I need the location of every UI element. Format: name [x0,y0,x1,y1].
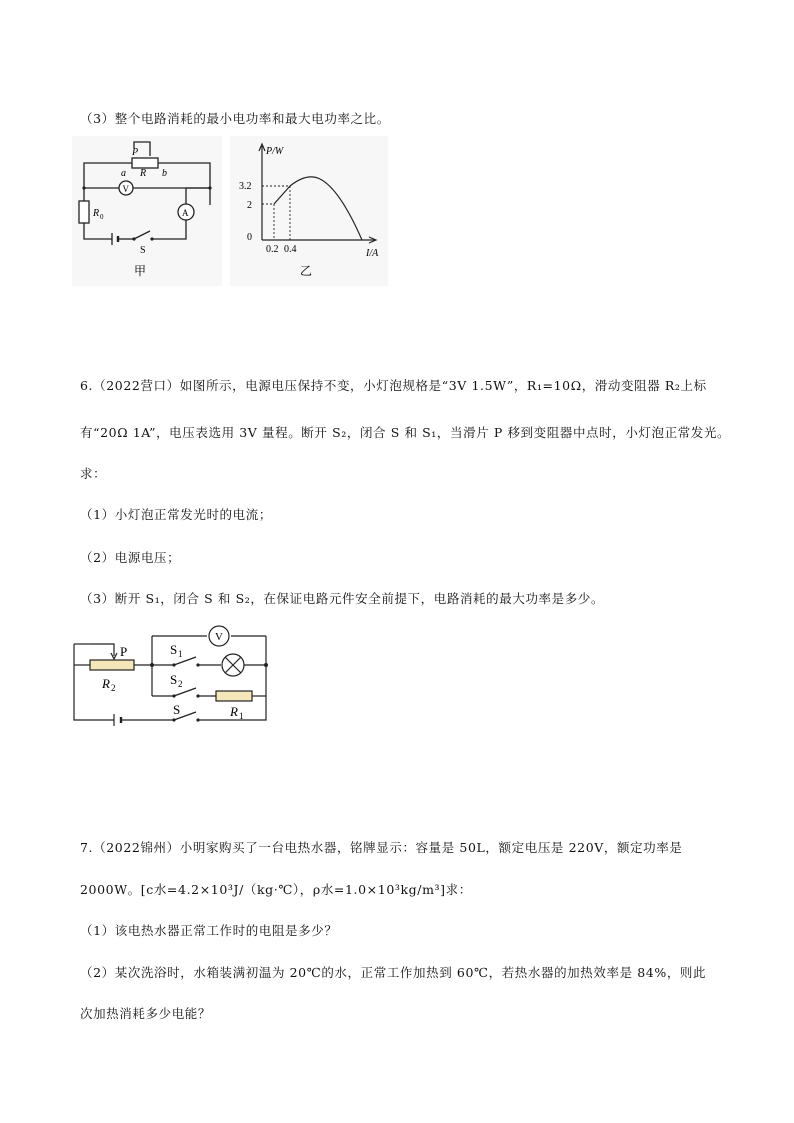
q6-part2: （2）电源电压； [80,550,181,565]
rheostat-r [132,158,158,168]
q6-part3: （3）断开 S₁，闭合 S 和 S₂，在保证电路元件安全前提下，电路消耗的最大功率是多少。 [80,591,605,606]
switch-node [150,237,153,240]
label-r0: R [93,208,100,219]
label-r2-sub: 2 [111,683,116,693]
y-tick-2: 2 [247,200,252,211]
label-s1: S [170,642,178,657]
label-s2-sub: 2 [178,679,183,689]
switch-node [132,237,135,240]
label-s1-sub: 1 [178,649,183,659]
resistor-r1 [216,691,252,701]
label-v: V [215,631,223,643]
slider-p [90,644,114,656]
x-tick-0-2: 0.2 [266,244,279,255]
q6-line2: 有“20Ω 1A”，电压表选用 3V 量程。断开 S₂，闭合 S 和 S₁，当滑片 P 移到变阻器中点时，小灯泡正常发光。 [80,425,731,440]
q5-circuit-figure-jia [72,136,222,286]
label-b: b [162,168,167,179]
y-tick-3-2: 3.2 [239,181,252,192]
q7-line1: 7.（2022锦州）小明家购买了一台电热水器，铭牌显示：容量是 50L，额定电压是 220V，额定功率是 [80,840,683,855]
switch-node [196,694,199,697]
label-p: P [132,147,139,158]
q6-part1: （1）小灯泡正常发光时的电流； [80,507,272,522]
label-a: a [121,168,126,179]
junction-node [82,186,85,189]
junction-node [208,186,211,189]
q7-line2: 2000W。[c水=4.2×10³J/（kg·℃），ρ水=1.0×10³kg/m³]求： [80,882,472,897]
junction-node [264,663,268,667]
switch-node [196,663,199,666]
switch-node [172,694,175,697]
label-s2: S [170,672,178,687]
switch-node [172,663,175,666]
switch-s2 [174,688,196,696]
y-axis-label: P/W [266,146,284,157]
q5-part3-text: （3）整个电路消耗的最小电功率和最大电功率之比。 [80,111,390,126]
label-r: R [140,168,147,179]
q7-part2-line1: （2）某次洗浴时，水箱装满初温为 20℃的水，正常工作加热到 60℃，若热水器的加热效率是 84%，则此 [80,965,707,980]
label-s: S [173,702,181,717]
y-tick-0: 0 [247,232,252,243]
q7-part1: （1）该电热水器正常工作时的电阻是多少？ [80,923,338,938]
label-v: V [122,184,129,194]
switch-node [172,718,175,721]
x-axis-label: I/A [366,248,379,259]
label-r1: R [230,704,238,719]
x-tick-0-4: 0.4 [284,244,297,255]
label-r1-sub: 1 [239,711,244,721]
label-r2: R [102,676,110,691]
q6-line3: 求： [80,466,107,481]
label-p: P [120,644,128,659]
label-r0-sub: 0 [100,213,104,221]
q5-graph-figure-yi [230,136,388,286]
q7-part2-line2: 次加热消耗多少电能？ [80,1006,212,1021]
q6-circuit-figure [70,622,280,734]
resistor-r0 [79,201,89,223]
caption-jia: 甲 [134,264,147,278]
junction-node [150,663,154,667]
label-s: S [140,245,146,256]
caption-yi: 乙 [300,264,313,278]
switch-node [196,718,199,721]
q6-line1: 6.（2022营口）如图所示，电源电压保持不变，小灯泡规格是“3V 1.5W”，R₁=10Ω，滑动变阻器 R₂上标 [80,378,707,393]
rheostat-r2 [90,660,134,670]
label-a-meter: A [182,208,189,218]
